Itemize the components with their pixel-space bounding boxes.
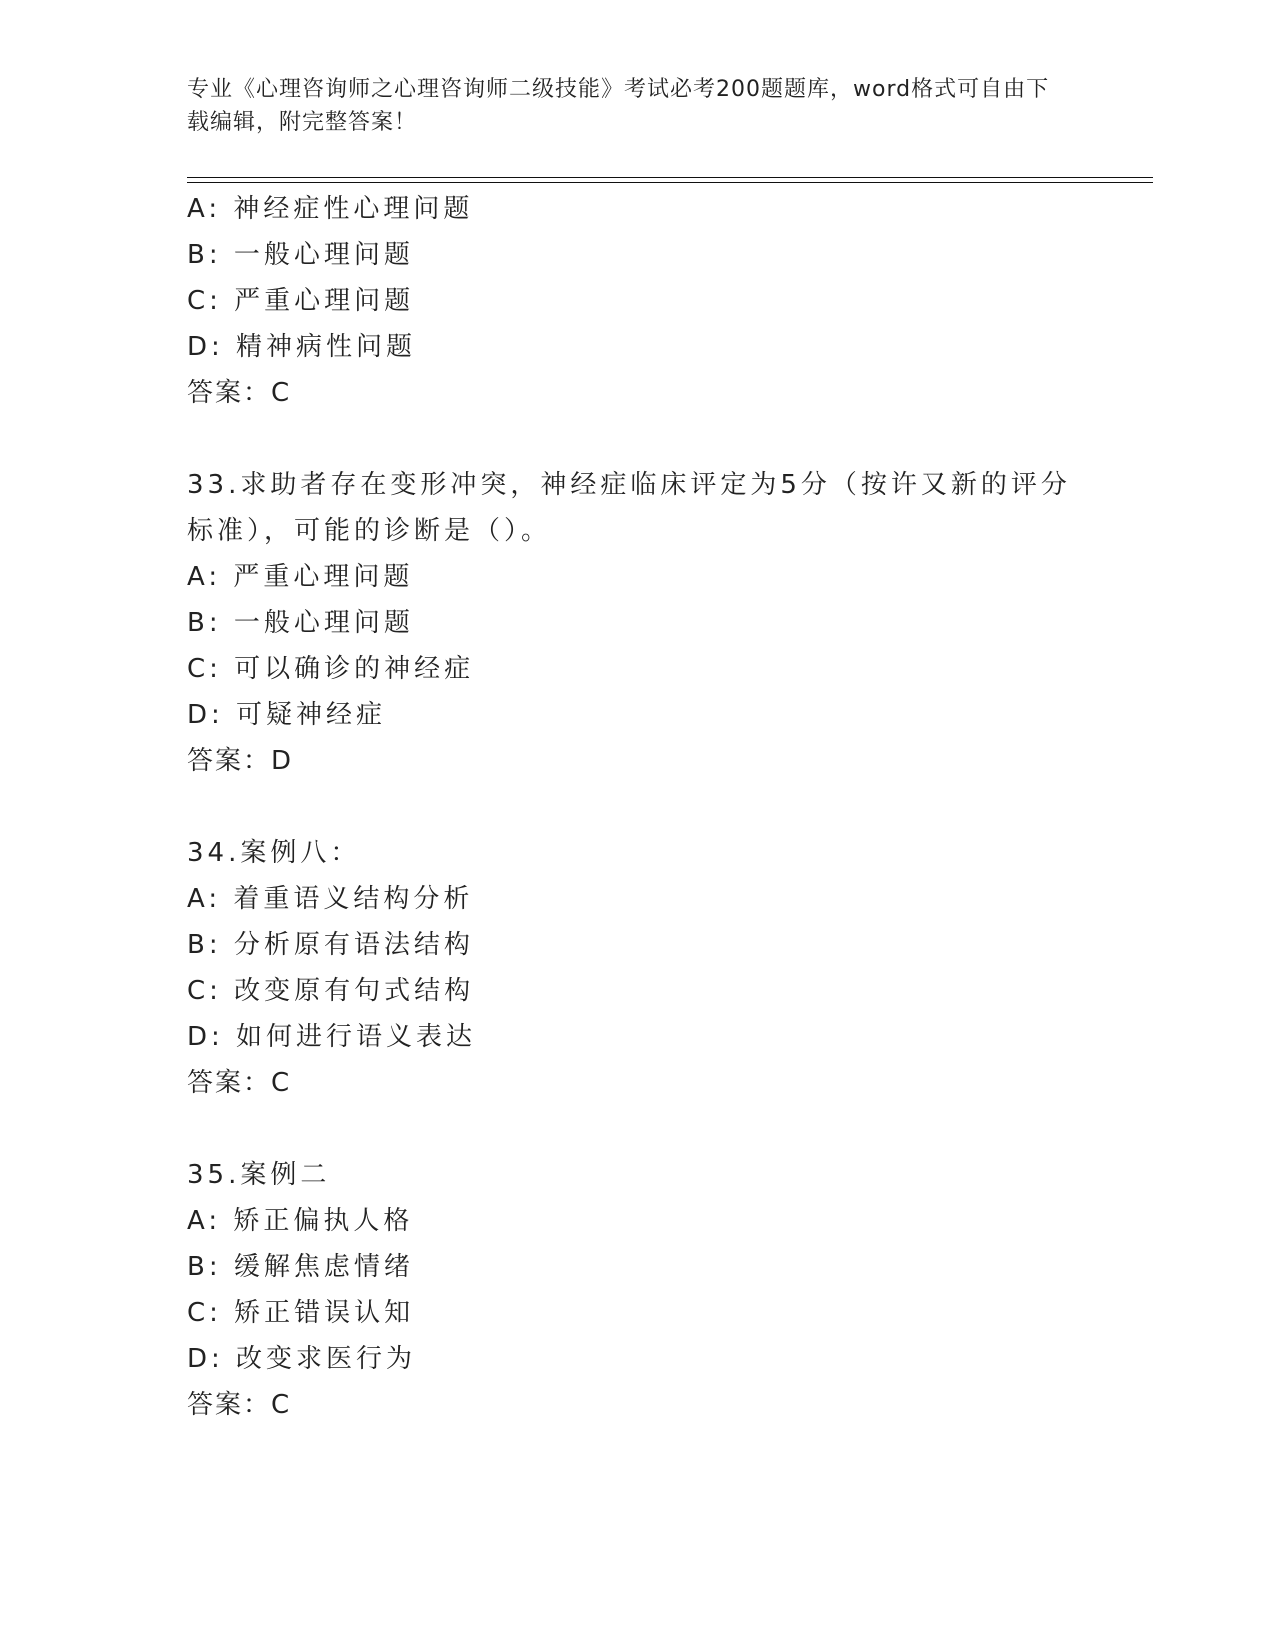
option-c: C: 改变原有句式结构 [187, 976, 475, 1006]
option-a: A: 严重心理问题 [187, 562, 414, 592]
option-b: B: 一般心理问题 [187, 608, 414, 638]
header-rule-top [187, 177, 1153, 178]
answer-line: 答案：C [187, 378, 292, 408]
spacer [187, 784, 1087, 830]
answer-line: 答案：C [187, 1390, 292, 1420]
question-35 [187, 1152, 1087, 1428]
question-32 [187, 186, 1087, 416]
question-34 [187, 830, 1087, 1106]
answer-line: 答案：D [187, 746, 294, 776]
question-stem: 33.求助者存在变形冲突，神经症临床评定为5分（按许又新的评分标准），可能的诊断是（）。 [187, 470, 1071, 546]
option-a: A: 矫正偏执人格 [187, 1206, 414, 1236]
question-33 [187, 462, 1087, 784]
option-d: D: 改变求医行为 [187, 1344, 417, 1374]
option-a: A: 神经症性心理问题 [187, 194, 474, 224]
question-stem: 35.案例二 [187, 1160, 331, 1190]
option-d: D: 精神病性问题 [187, 332, 417, 362]
answer-line: 答案：C [187, 1068, 292, 1098]
question-list [187, 186, 1087, 1428]
option-c: C: 严重心理问题 [187, 286, 415, 316]
option-d: D: 如何进行语义表达 [187, 1022, 477, 1052]
header-rule-bottom [187, 182, 1153, 183]
option-c: C: 矫正错误认知 [187, 1298, 415, 1328]
option-b: B: 分析原有语法结构 [187, 930, 474, 960]
option-d: D: 可疑神经症 [187, 700, 387, 730]
document-header: 专业《心理咨询师之心理咨询师二级技能》考试必考200题题库，word格式可自由下载编辑，附完整答案！ [187, 77, 1050, 135]
question-stem: 34.案例八： [187, 838, 361, 868]
option-a: A: 着重语义结构分析 [187, 884, 474, 914]
spacer [187, 416, 1087, 462]
option-b: B: 一般心理问题 [187, 240, 414, 270]
option-c: C: 可以确诊的神经症 [187, 654, 475, 684]
spacer [187, 1106, 1087, 1152]
option-b: B: 缓解焦虑情绪 [187, 1252, 414, 1282]
